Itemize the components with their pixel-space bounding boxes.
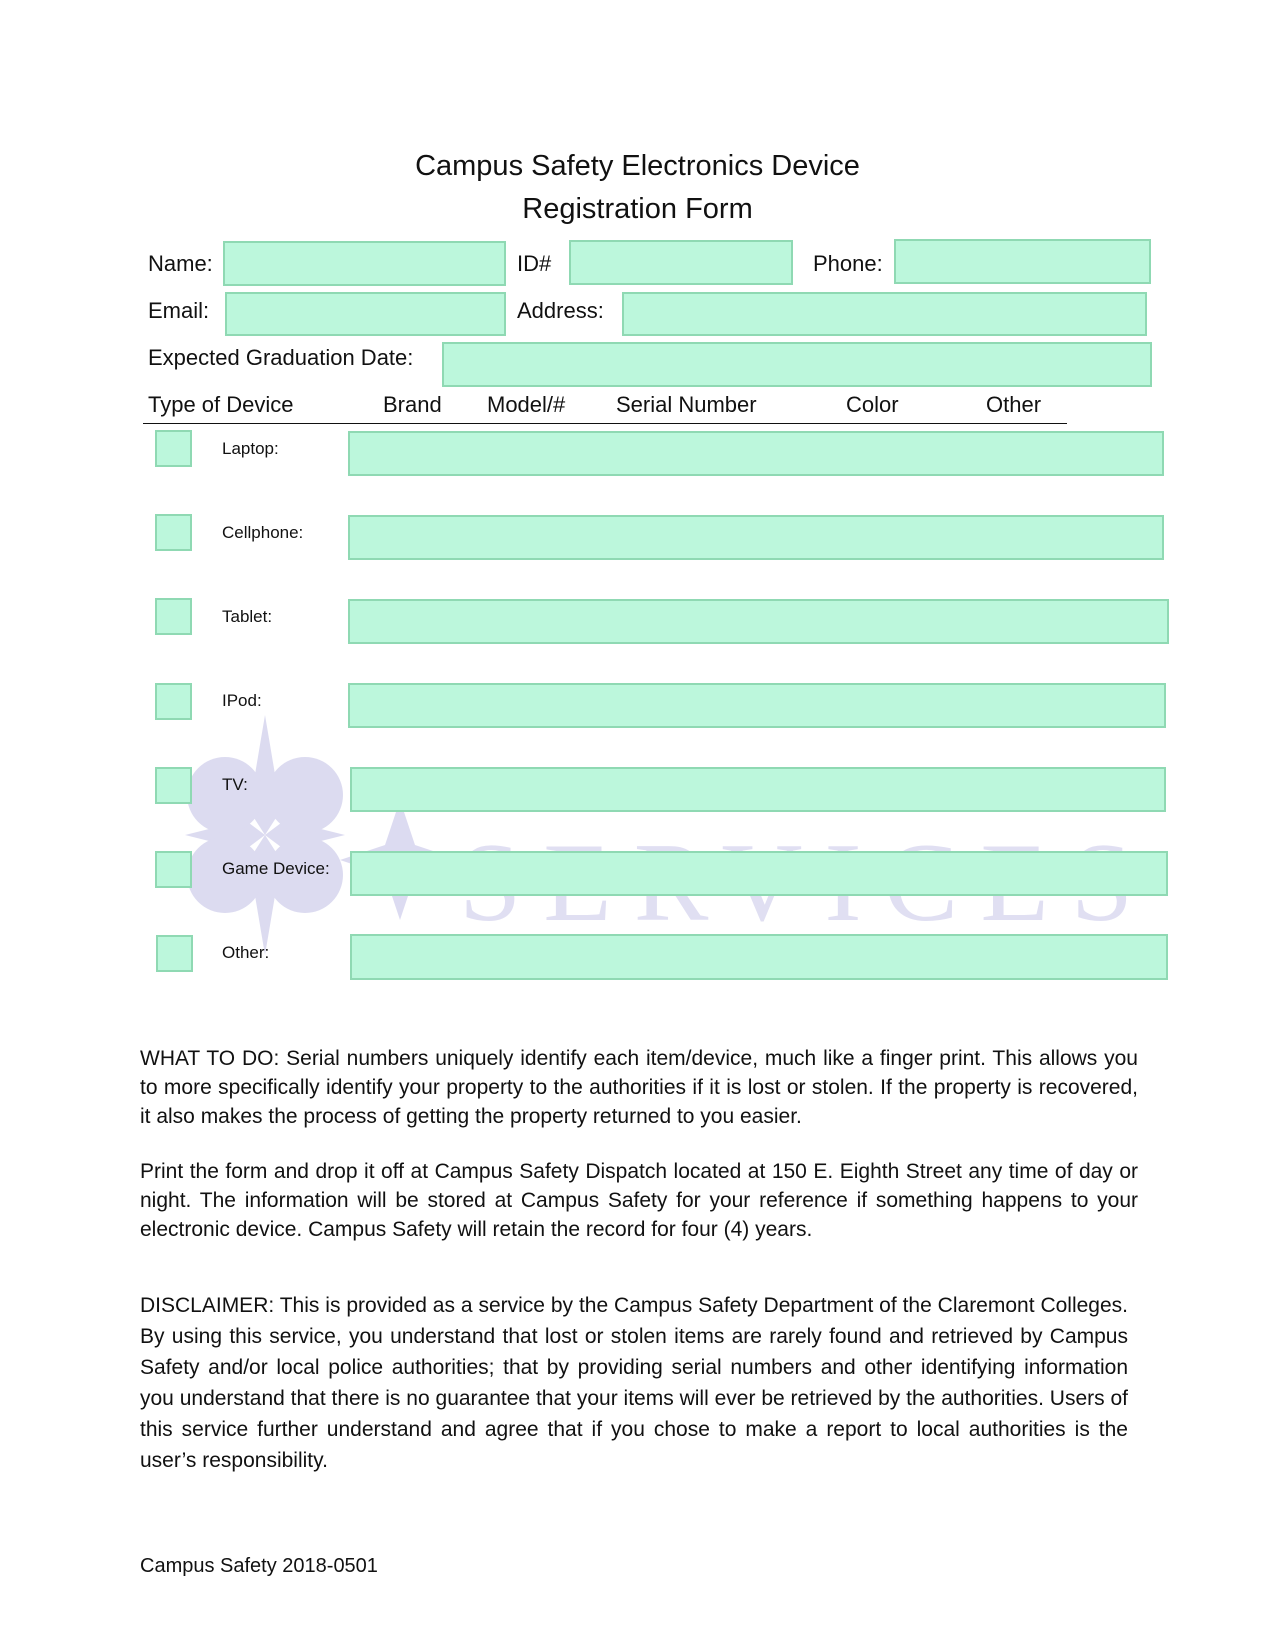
game-device-details-field[interactable] [350,851,1168,896]
laptop-details-field[interactable] [348,431,1164,476]
footer-form-id: Campus Safety 2018-0501 [140,1555,378,1577]
device-label-laptop: Laptop: [222,439,279,458]
what-to-do-paragraph: WHAT TO DO: Serial numbers uniquely identify each item/device, much like a finger print. This allows you to more specifically identify your property to the authorities if it is lost or stolen. If the property is recovered, it also makes the process of getting the property returned to you easier. [140,1047,1138,1128]
game-device-checkbox[interactable] [155,851,192,888]
form-title-line2: Registration Form [522,193,753,225]
column-type-of-device: Type of Device [148,392,294,417]
tablet-details-field[interactable] [348,599,1169,644]
email-field[interactable] [225,292,506,336]
column-brand: Brand [383,392,442,417]
column-serial-number: Serial Number [616,392,757,417]
disclaimer-paragraph: DISCLAIMER: This is provided as a service by the Campus Safety Department of the Claremont Colleges. By using this service, you understand that lost or stolen items are rarely found and retrieved by Campus Safety and/or local police authorities; that by providing serial numbers and other identifying information you understand that there is no guarantee that your items will ever be retrieved by the authorities. Users of this service further understand and agree that if you chose to make a report to local authorities is the user’s responsibility. [140,1294,1128,1472]
name-field[interactable] [223,241,506,286]
device-label-tv: TV: [222,775,248,794]
form-title-line1: Campus Safety Electronics Device [415,150,860,182]
tv-checkbox[interactable] [155,767,192,804]
star-logo-icon [185,715,460,955]
laptop-checkbox[interactable] [155,430,192,467]
ipod-details-field[interactable] [348,683,1166,728]
print-instructions-paragraph: Print the form and drop it off at Campus Safety Dispatch located at 150 E. Eighth Street any time of day or night. The information will be stored at Campus Safety for your reference if something happens to your electronic device. Campus Safety will retain the record for four (4) years. [140,1160,1138,1241]
device-label-other: Other: [222,943,270,962]
id-field[interactable] [569,240,793,285]
name-label: Name: [148,251,213,276]
graduation-date-label: Expected Graduation Date: [148,345,414,370]
column-heading-underline [143,423,1067,424]
graduation-date-field[interactable] [442,342,1152,387]
column-other: Other [986,392,1042,417]
email-label: Email: [148,298,210,323]
tv-details-field[interactable] [350,767,1166,812]
column-color: Color [846,392,899,417]
column-model: Model/# [487,392,566,417]
cellphone-checkbox[interactable] [155,514,192,551]
address-label: Address: [517,298,604,323]
device-label-cellphone: Cellphone: [222,523,304,542]
device-label-tablet: Tablet: [222,607,273,626]
address-field[interactable] [622,292,1147,336]
cellphone-details-field[interactable] [348,515,1164,560]
ipod-checkbox[interactable] [155,683,192,720]
id-label: ID# [517,251,552,276]
other-checkbox[interactable] [156,935,193,972]
device-label-game-device: Game Device: [222,859,330,878]
device-label-ipod: IPod: [222,691,262,710]
phone-label: Phone: [813,251,883,276]
phone-field[interactable] [894,239,1151,284]
other-details-field[interactable] [350,934,1168,980]
tablet-checkbox[interactable] [155,598,192,635]
